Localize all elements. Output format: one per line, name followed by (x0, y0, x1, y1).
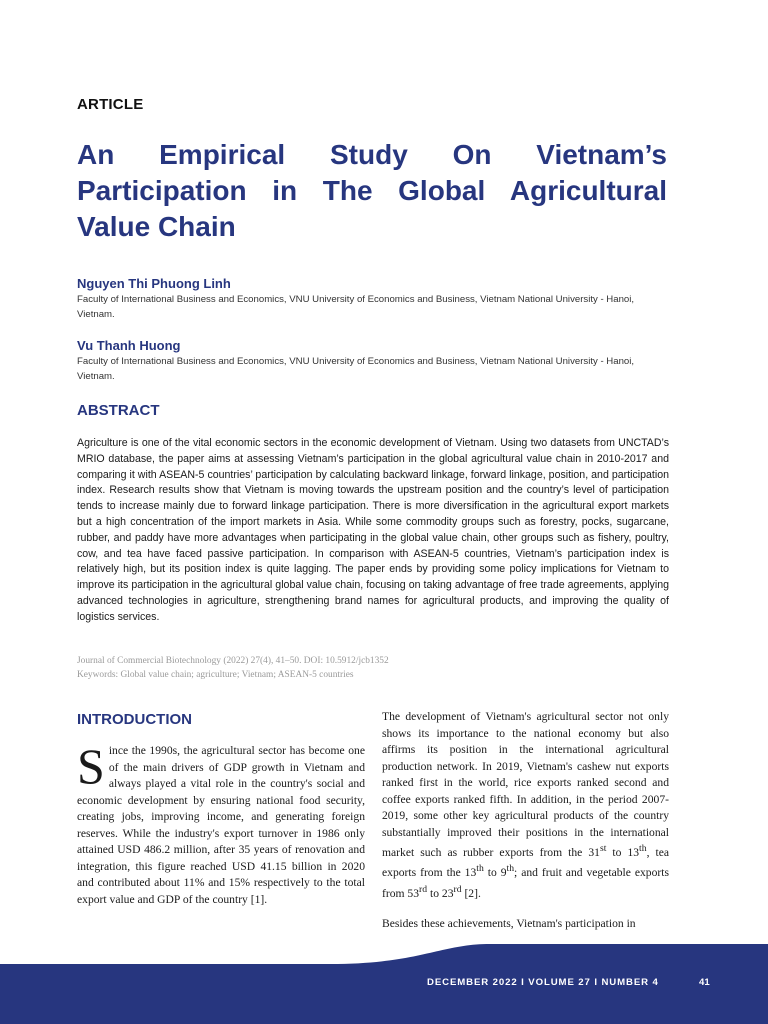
right-paragraph-1 (382, 709, 669, 902)
right-text-f: to 23 (427, 886, 454, 900)
right-text-g: [2]. (461, 886, 481, 900)
author-name-2: Vu Thanh Huong (77, 338, 181, 353)
abstract-heading: ABSTRACT (77, 402, 160, 419)
keywords: Keywords: Global value chain; agriculture; Vietnam; ASEAN-5 countries (77, 670, 354, 680)
article-title: An Empirical Study On Vietnam’s Participation in The Global Agricultural Value Chain (77, 139, 667, 242)
article-label: ARTICLE (77, 96, 144, 113)
introduction-left-column (77, 738, 365, 908)
superscript: st (599, 843, 607, 854)
superscript: rd (453, 883, 462, 895)
superscript: th (476, 863, 484, 875)
abstract-body: Agriculture is one of the vital economic sectors in the economic development of Vietnam. Using two datasets from UNCTAD’s MRIO database, the paper aims at assessing Vietnam’s participation in the global agricultural value chain in 2010-2017 and comparing it with ASEAN-5 countries’ participation by calculating backward linkage, forward linkage, position, and participation index. Research results show that Vietnam is moving towards the upstream position and the country’s level of participation tends to increase mainly due to forward linkage participation. There is more diversification in the agricultural export markets but a high concentration of the import markets in Asia. While some commodity groups such as forestry, pocks, sugarcane, rubber, and paddy have more advantages when participating in the global value chain, other groups such as fishery, poultry, cow, and tea have faced passive participation. In comparison with ASEAN-5 countries, Vietnam’s participation index is relatively high, but its position index is quite lagging. The paper ends by providing some policy implications for Vietnam to improve its participation in the agricultural global value chain, focusing on taking advantage of free trade agreements, applying advanced technologies in agriculture, strengthening brand names for agricultural products, and improving the quality of logistics services. (77, 437, 669, 623)
superscript: rd (419, 883, 428, 895)
right-text-b: to 13 (606, 845, 640, 859)
dropcap: S (77, 738, 105, 794)
introduction-left-text: ince the 1990s, the agricultural sector has become one of the main drivers of GDP growth in Vietnam and always played a vital role in the country's social and economic development by ensuring national food security, creating jobs, improving income, and generating foreign reserves. While the industry's export turnover in 1986 only attained USD 486.2 million, after 35 years of renovation and integration, this figure reached USD 41.15 billion in 2020 and contributed about 11% and 15% respectively to the total export value and GDP of the country [1]. (77, 744, 365, 906)
right-text-d: to 9 (483, 866, 507, 880)
introduction-right-column (382, 709, 669, 947)
journal-citation: Journal of Commercial Biotechnology (2022) 27(4), 41–50. DOI: 10.5912/jcb1352 (77, 656, 389, 666)
introduction-heading: INTRODUCTION (77, 711, 192, 728)
page-number: 41 (699, 977, 710, 988)
author-name-1: Nguyen Thi Phuong Linh (77, 276, 231, 291)
footer-issue-info: DECEMBER 2022 I VOLUME 27 I NUMBER 4 (427, 977, 659, 988)
right-paragraph-2: Besides these achievements, Vietnam's participation in (382, 917, 636, 931)
superscript: th (639, 843, 647, 854)
author-affiliation-1: Faculty of International Business and Economics, VNU University of Economics and Business, Vietnam National University - Hanoi, Vietnam. (77, 294, 635, 320)
right-text-e: ; and fruit and vegetable exports from 53 (382, 866, 669, 900)
right-text-c: , tea exports from the 13 (382, 845, 669, 880)
right-text-a: The development of Vietnam's agricultural sector not only shows its importance to the national economy but also affirms its position in the international agricultural production network. In 2019, Vietnam's cashew nut exports ranked first in the world, rice exports ranked second and coffee exports ranked fifth. In addition, in the period 2007-2019, some other key agricultural products of the country substantially improved their positions in the international market such as rubber exports from the 31 (382, 710, 669, 859)
author-affiliation-2: Faculty of International Business and Economics, VNU University of Economics and Business, Vietnam National University - Hanoi, Vietnam. (77, 356, 635, 382)
superscript: th (506, 863, 515, 875)
